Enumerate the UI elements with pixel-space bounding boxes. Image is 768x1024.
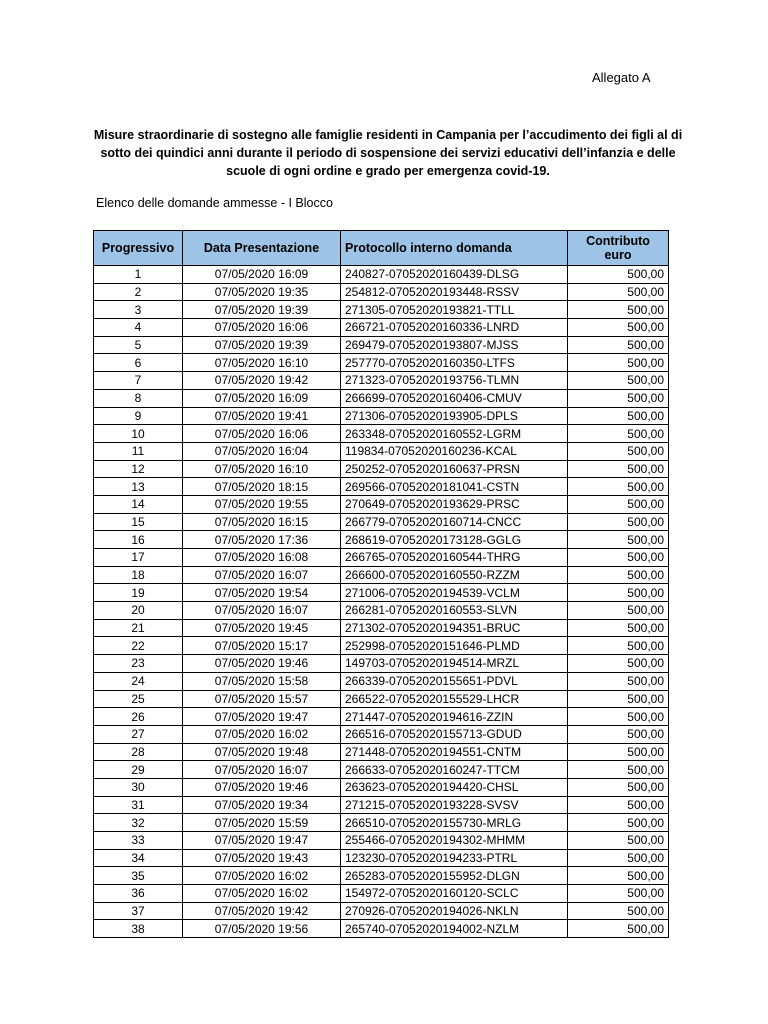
cell-contributo: 500,00 [568, 495, 669, 513]
cell-data-presentazione: 07/05/2020 16:09 [183, 389, 341, 407]
cell-contributo: 500,00 [568, 389, 669, 407]
table-row [94, 531, 669, 549]
cell-contributo: 500,00 [568, 354, 669, 372]
cell-protocollo: 266699-07052020160406-CMUV [341, 389, 568, 407]
cell-protocollo: 271306-07052020193905-DPLS [341, 407, 568, 425]
cell-contributo: 500,00 [568, 832, 669, 850]
cell-data-presentazione: 07/05/2020 16:02 [183, 867, 341, 885]
cell-data-presentazione: 07/05/2020 16:08 [183, 549, 341, 567]
cell-contributo: 500,00 [568, 814, 669, 832]
table-row [94, 283, 669, 301]
cell-data-presentazione: 07/05/2020 16:15 [183, 513, 341, 531]
cell-data-presentazione: 07/05/2020 16:07 [183, 602, 341, 620]
cell-data-presentazione: 07/05/2020 16:06 [183, 319, 341, 337]
cell-progressivo: 23 [94, 655, 183, 673]
document-title: Misure straordinarie di sostegno alle famiglie residenti in Campania per l’accudimento dei figli al di sotto dei quindici anni durante il periodo di sospensione dei servizi educativi dell’infanzia e delle scuole di ogni ordine e grado per emergenza covid-19. [93, 128, 683, 178]
cell-progressivo: 18 [94, 566, 183, 584]
cell-contributo: 500,00 [568, 442, 669, 460]
table-row [94, 319, 669, 337]
table-row [94, 672, 669, 690]
cell-contributo: 500,00 [568, 761, 669, 779]
cell-contributo: 500,00 [568, 531, 669, 549]
cell-data-presentazione: 07/05/2020 19:34 [183, 796, 341, 814]
cell-protocollo: 270649-07052020193629-PRSC [341, 495, 568, 513]
cell-protocollo: 269479-07052020193807-MJSS [341, 336, 568, 354]
cell-protocollo: 271447-07052020194616-ZZIN [341, 708, 568, 726]
cell-protocollo: 254812-07052020193448-RSSV [341, 283, 568, 301]
cell-contributo: 500,00 [568, 513, 669, 531]
cell-contributo: 500,00 [568, 266, 669, 284]
cell-data-presentazione: 07/05/2020 16:07 [183, 761, 341, 779]
cell-progressivo: 9 [94, 407, 183, 425]
cell-data-presentazione: 07/05/2020 15:58 [183, 672, 341, 690]
cell-progressivo: 4 [94, 319, 183, 337]
cell-data-presentazione: 07/05/2020 16:02 [183, 885, 341, 903]
cell-contributo: 500,00 [568, 301, 669, 319]
table-row [94, 885, 669, 903]
table-row [94, 478, 669, 496]
cell-progressivo: 3 [94, 301, 183, 319]
cell-progressivo: 31 [94, 796, 183, 814]
cell-protocollo: 266779-07052020160714-CNCC [341, 513, 568, 531]
cell-progressivo: 32 [94, 814, 183, 832]
cell-contributo: 500,00 [568, 319, 669, 337]
cell-protocollo: 266281-07052020160553-SLVN [341, 602, 568, 620]
cell-contributo: 500,00 [568, 478, 669, 496]
cell-progressivo: 26 [94, 708, 183, 726]
cell-progressivo: 38 [94, 920, 183, 938]
column-header-contributo: Contributo euro [568, 231, 669, 266]
cell-data-presentazione: 07/05/2020 16:10 [183, 354, 341, 372]
cell-contributo: 500,00 [568, 425, 669, 443]
cell-protocollo: 250252-07052020160637-PRSN [341, 460, 568, 478]
cell-contributo: 500,00 [568, 672, 669, 690]
table-row [94, 407, 669, 425]
cell-progressivo: 20 [94, 602, 183, 620]
table-row [94, 725, 669, 743]
table-row [94, 708, 669, 726]
cell-progressivo: 13 [94, 478, 183, 496]
cell-data-presentazione: 07/05/2020 19:47 [183, 832, 341, 850]
cell-protocollo: 266339-07052020155651-PDVL [341, 672, 568, 690]
table-row [94, 389, 669, 407]
table-row [94, 796, 669, 814]
cell-contributo: 500,00 [568, 584, 669, 602]
cell-protocollo: 266633-07052020160247-TTCM [341, 761, 568, 779]
cell-data-presentazione: 07/05/2020 19:48 [183, 743, 341, 761]
annex-label: Allegato A [592, 70, 651, 85]
table-row [94, 637, 669, 655]
table-row [94, 814, 669, 832]
table-row [94, 655, 669, 673]
table-row [94, 832, 669, 850]
cell-progressivo: 5 [94, 336, 183, 354]
cell-progressivo: 16 [94, 531, 183, 549]
cell-protocollo: 119834-07052020160236-KCAL [341, 442, 568, 460]
cell-progressivo: 14 [94, 495, 183, 513]
cell-protocollo: 270926-07052020194026-NKLN [341, 902, 568, 920]
cell-data-presentazione: 07/05/2020 16:04 [183, 442, 341, 460]
list-subtitle: Elenco delle domande ammesse - I Blocco [96, 196, 333, 210]
table-header-row [94, 231, 669, 266]
cell-protocollo: 268619-07052020173128-GGLG [341, 531, 568, 549]
table-row [94, 549, 669, 567]
cell-contributo: 500,00 [568, 460, 669, 478]
cell-data-presentazione: 07/05/2020 19:43 [183, 849, 341, 867]
cell-protocollo: 271448-07052020194551-CNTM [341, 743, 568, 761]
cell-protocollo: 271323-07052020193756-TLMN [341, 372, 568, 390]
cell-contributo: 500,00 [568, 283, 669, 301]
cell-contributo: 500,00 [568, 849, 669, 867]
cell-data-presentazione: 07/05/2020 18:15 [183, 478, 341, 496]
cell-contributo: 500,00 [568, 778, 669, 796]
cell-contributo: 500,00 [568, 885, 669, 903]
cell-contributo: 500,00 [568, 655, 669, 673]
table-row [94, 778, 669, 796]
table-row [94, 619, 669, 637]
cell-contributo: 500,00 [568, 566, 669, 584]
cell-data-presentazione: 07/05/2020 17:36 [183, 531, 341, 549]
admitted-applications-table [93, 230, 669, 938]
cell-progressivo: 12 [94, 460, 183, 478]
cell-data-presentazione: 07/05/2020 15:57 [183, 690, 341, 708]
table-row [94, 849, 669, 867]
cell-progressivo: 10 [94, 425, 183, 443]
cell-protocollo: 271305-07052020193821-TTLL [341, 301, 568, 319]
cell-progressivo: 19 [94, 584, 183, 602]
table-row [94, 336, 669, 354]
cell-data-presentazione: 07/05/2020 19:35 [183, 283, 341, 301]
table-row [94, 566, 669, 584]
cell-protocollo: 257770-07052020160350-LTFS [341, 354, 568, 372]
cell-data-presentazione: 07/05/2020 15:59 [183, 814, 341, 832]
cell-data-presentazione: 07/05/2020 19:46 [183, 778, 341, 796]
cell-data-presentazione: 07/05/2020 16:02 [183, 725, 341, 743]
column-header-protocollo: Protocollo interno domanda [341, 231, 568, 266]
cell-contributo: 500,00 [568, 920, 669, 938]
cell-progressivo: 1 [94, 266, 183, 284]
cell-protocollo: 265283-07052020155952-DLGN [341, 867, 568, 885]
cell-data-presentazione: 07/05/2020 19:45 [183, 619, 341, 637]
cell-progressivo: 30 [94, 778, 183, 796]
table-row [94, 584, 669, 602]
cell-protocollo: 266516-07052020155713-GDUD [341, 725, 568, 743]
cell-data-presentazione: 07/05/2020 19:41 [183, 407, 341, 425]
table-row [94, 602, 669, 620]
cell-protocollo: 149703-07052020194514-MRZL [341, 655, 568, 673]
cell-progressivo: 27 [94, 725, 183, 743]
cell-data-presentazione: 07/05/2020 19:54 [183, 584, 341, 602]
cell-protocollo: 154972-07052020160120-SCLC [341, 885, 568, 903]
cell-protocollo: 271302-07052020194351-BRUC [341, 619, 568, 637]
cell-progressivo: 29 [94, 761, 183, 779]
column-header-progressivo: Progressivo [94, 231, 183, 266]
table-row [94, 442, 669, 460]
cell-data-presentazione: 07/05/2020 19:42 [183, 902, 341, 920]
cell-data-presentazione: 07/05/2020 16:10 [183, 460, 341, 478]
table-row [94, 867, 669, 885]
cell-contributo: 500,00 [568, 796, 669, 814]
cell-contributo: 500,00 [568, 708, 669, 726]
cell-data-presentazione: 07/05/2020 19:46 [183, 655, 341, 673]
table-row [94, 354, 669, 372]
cell-progressivo: 17 [94, 549, 183, 567]
cell-progressivo: 33 [94, 832, 183, 850]
cell-progressivo: 2 [94, 283, 183, 301]
column-header-data-presentazione: Data Presentazione [183, 231, 341, 266]
table-row [94, 495, 669, 513]
cell-data-presentazione: 07/05/2020 16:06 [183, 425, 341, 443]
cell-data-presentazione: 07/05/2020 19:42 [183, 372, 341, 390]
cell-protocollo: 240827-07052020160439-DLSG [341, 266, 568, 284]
cell-contributo: 500,00 [568, 690, 669, 708]
cell-data-presentazione: 07/05/2020 19:47 [183, 708, 341, 726]
cell-progressivo: 22 [94, 637, 183, 655]
cell-data-presentazione: 07/05/2020 19:56 [183, 920, 341, 938]
cell-protocollo: 263623-07052020194420-CHSL [341, 778, 568, 796]
cell-progressivo: 11 [94, 442, 183, 460]
cell-protocollo: 266600-07052020160550-RZZM [341, 566, 568, 584]
cell-data-presentazione: 07/05/2020 16:07 [183, 566, 341, 584]
cell-protocollo: 271215-07052020193228-SVSV [341, 796, 568, 814]
cell-progressivo: 15 [94, 513, 183, 531]
cell-progressivo: 35 [94, 867, 183, 885]
cell-data-presentazione: 07/05/2020 16:09 [183, 266, 341, 284]
cell-protocollo: 123230-07052020194233-PTRL [341, 849, 568, 867]
cell-contributo: 500,00 [568, 743, 669, 761]
cell-contributo: 500,00 [568, 549, 669, 567]
table-row [94, 266, 669, 284]
table-row [94, 690, 669, 708]
cell-contributo: 500,00 [568, 619, 669, 637]
cell-progressivo: 28 [94, 743, 183, 761]
table-row [94, 301, 669, 319]
cell-protocollo: 269566-07052020181041-CSTN [341, 478, 568, 496]
cell-data-presentazione: 07/05/2020 15:17 [183, 637, 341, 655]
cell-contributo: 500,00 [568, 372, 669, 390]
cell-protocollo: 266765-07052020160544-THRG [341, 549, 568, 567]
table-row [94, 761, 669, 779]
table-row [94, 513, 669, 531]
cell-protocollo: 255466-07052020194302-MHMM [341, 832, 568, 850]
table-row [94, 743, 669, 761]
cell-protocollo: 266522-07052020155529-LHCR [341, 690, 568, 708]
cell-contributo: 500,00 [568, 725, 669, 743]
cell-progressivo: 37 [94, 902, 183, 920]
cell-protocollo: 265740-07052020194002-NZLM [341, 920, 568, 938]
cell-progressivo: 25 [94, 690, 183, 708]
table-body [94, 266, 669, 938]
cell-data-presentazione: 07/05/2020 19:39 [183, 336, 341, 354]
cell-protocollo: 266721-07052020160336-LNRD [341, 319, 568, 337]
cell-contributo: 500,00 [568, 336, 669, 354]
cell-contributo: 500,00 [568, 407, 669, 425]
cell-protocollo: 252998-07052020151646-PLMD [341, 637, 568, 655]
cell-contributo: 500,00 [568, 902, 669, 920]
cell-contributo: 500,00 [568, 602, 669, 620]
cell-progressivo: 36 [94, 885, 183, 903]
table-row [94, 902, 669, 920]
cell-protocollo: 266510-07052020155730-MRLG [341, 814, 568, 832]
table-row [94, 372, 669, 390]
cell-progressivo: 21 [94, 619, 183, 637]
cell-protocollo: 263348-07052020160552-LGRM [341, 425, 568, 443]
table-row [94, 920, 669, 938]
cell-progressivo: 34 [94, 849, 183, 867]
cell-data-presentazione: 07/05/2020 19:55 [183, 495, 341, 513]
cell-data-presentazione: 07/05/2020 19:39 [183, 301, 341, 319]
cell-progressivo: 6 [94, 354, 183, 372]
cell-progressivo: 7 [94, 372, 183, 390]
table-row [94, 425, 669, 443]
cell-progressivo: 8 [94, 389, 183, 407]
cell-contributo: 500,00 [568, 637, 669, 655]
cell-contributo: 500,00 [568, 867, 669, 885]
table-row [94, 460, 669, 478]
cell-protocollo: 271006-07052020194539-VCLM [341, 584, 568, 602]
cell-progressivo: 24 [94, 672, 183, 690]
